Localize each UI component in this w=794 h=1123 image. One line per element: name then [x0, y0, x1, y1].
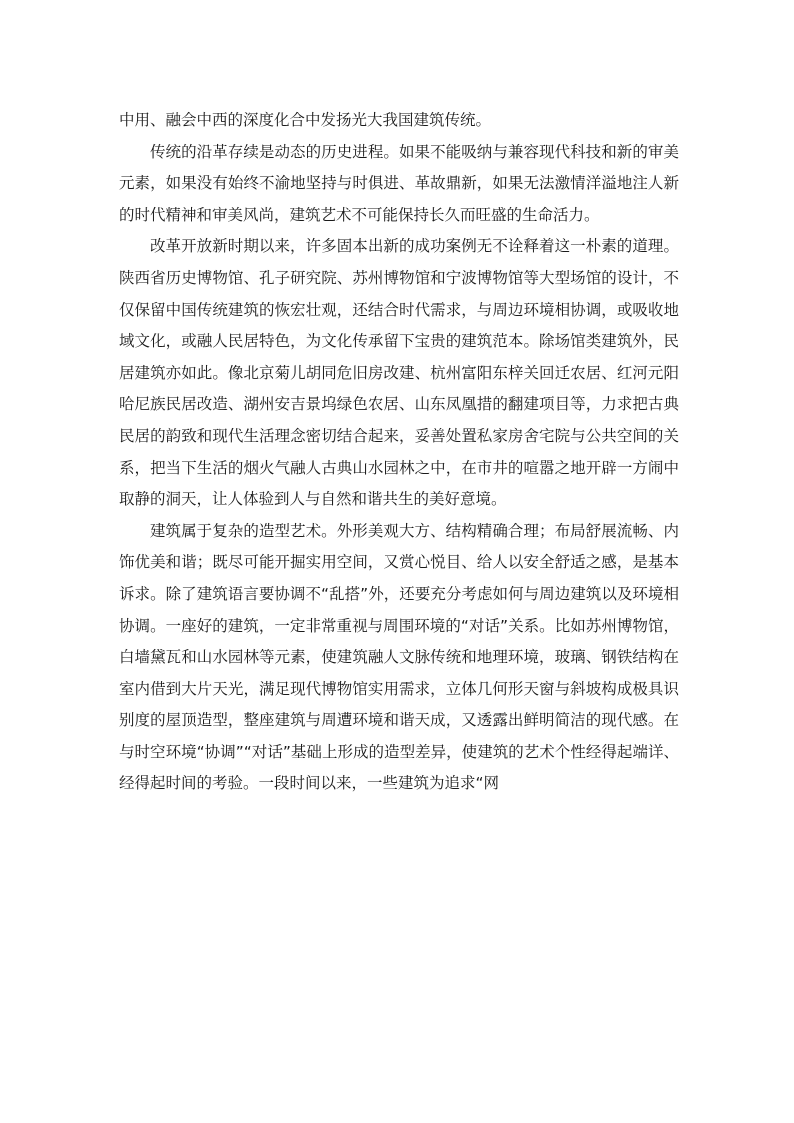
paragraph-continuation: 中用、融会中西的深度化合中发扬光大我国建筑传统。: [119, 111, 492, 129]
paragraph-reform-cases: 改革开放新时期以来，许多固本出新的成功案例无不诠释着这一朴素的道理。陕西省历史博物馆、孔子研究院、苏州博物馆和宁波博物馆等大型场馆的设计，不仅保留中国传统建筑的恢宏壮观，还结合时代需求，与周边环境相协调，或吸收地域文化，或融人民居特色，为文化传承留下宝贵的建筑范本。除场馆类建筑外，民居建筑亦如此。像北京菊儿胡同危旧房改建、杭州富阳东梓关回迁农居、红河元阳哈尼族民居改造、湖州安吉景坞绿色农居、山东凤凰措的翻建项目等，力求把古典民居的韵致和现代生活理念密切结合起来，妥善处置私家房舍宅院与公共空间的关系，把当下生活的烟火气融人古典山水园林之中，在市井的喧嚣之地开辟一方闹中取静的洞天，让人体验到人与自然和谐共生的美好意境。: [119, 237, 679, 509]
paragraph-tradition: 传统的沿革存续是动态的历史进程。如果不能吸纳与兼容现代科技和新的审美元素，如果没有始终不渝地坚持与时俱进、革故鼎新，如果无法激情洋溢地注人新的时代精神和审美风尚，建筑艺术不可能保持长久而旺盛的生命活力。: [119, 142, 679, 224]
body-text: [119, 105, 679, 800]
paragraph-modeling-art: 建筑属于复杂的造型艺术。外形美观大方、结构精确合理；布局舒展流畅、内饰优美和谐；既尽可能开掘实用空间，又赏心悦目、给人以安全舒适之感，是基本诉求。除了建筑语言要协调不“乱搭”外，还要充分考虑如何与周边建筑以及环境相协调。一座好的建筑，一定非常重视与周围环境的“对话”关系。比如苏州博物馆，白墙黛瓦和山水园林等元素，使建筑融人文脉传统和地理环境，玻璃、钢铁结构在室内借到大片天光，满足现代博物馆实用需求，立体几何形天窗与斜坡构成极具识别度的屋顶造型，整座建筑与周遭环境和谐天成，又透露出鲜明简洁的现代感。在与时空环境“协调”“对话”基础上形成的造型差异，使建筑的艺术个性经得起端详、经得起时间的考验。一段时间以来，一些建筑为追求“网: [119, 521, 679, 793]
